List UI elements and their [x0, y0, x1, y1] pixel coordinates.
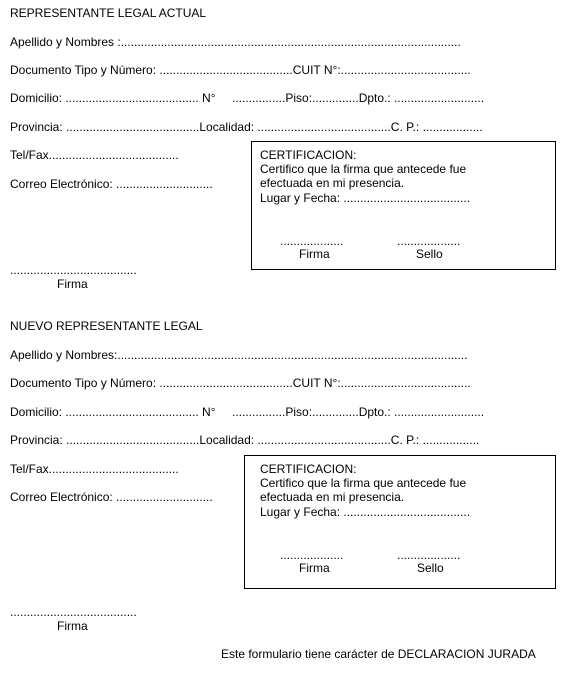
documento-cuit-field[interactable]: Documento Tipo y Número: ........................................CUIT N°:....................................... [10, 376, 471, 390]
declaracion-jurada-note: Este formulario tiene carácter de DECLARACION JURADA [221, 647, 536, 661]
certificacion-text-line2: efectuada en mi presencia. [260, 490, 405, 504]
signature-label: Firma [57, 619, 88, 633]
certificacion-text-line1: Certifico que la firma que antecede fue [260, 476, 467, 490]
certificacion-box [251, 141, 556, 270]
piso-dpto-field[interactable]: ................Piso:..............Dpto.: ........................... [232, 91, 485, 105]
lugar-fecha-field[interactable]: Lugar y Fecha: ...................................... [260, 505, 471, 519]
cert-sello-line: ................... [397, 548, 461, 562]
domicilio-field[interactable]: Domicilio: ........................................ N° [10, 91, 216, 105]
apellido-nombres-field[interactable]: Apellido y Nombres:......................................................................................................... [10, 348, 468, 362]
provincia-localidad-cp-field[interactable]: Provincia: ........................................Localidad: ........................................C. P.: ................. [10, 433, 480, 447]
signature-line: ...................................... [10, 605, 137, 619]
cert-sello-label: Sello [417, 561, 444, 575]
lugar-fecha-field[interactable]: Lugar y Fecha: ...................................... [260, 191, 471, 205]
cert-firma-label: Firma [299, 561, 330, 575]
cert-sello-label: Sello [416, 247, 443, 261]
certificacion-text-line1: Certifico que la firma que antecede fue [260, 162, 467, 176]
section-heading-nuevo: NUEVO REPRESENTANTE LEGAL [10, 319, 203, 333]
provincia-localidad-cp-field[interactable]: Provincia: ........................................Localidad: ........................................C. P.: .................. [10, 120, 483, 134]
domicilio-field[interactable]: Domicilio: ........................................ N° [10, 405, 216, 419]
correo-electronico-field[interactable]: Correo Electrónico: ............................. [10, 177, 213, 191]
section-heading-actual: REPRESENTANTE LEGAL ACTUAL [10, 6, 207, 20]
documento-cuit-field[interactable]: Documento Tipo y Número: ........................................CUIT N°:....................................... [10, 63, 471, 77]
piso-dpto-field[interactable]: ................Piso:..............Dpto.: ........................... [232, 405, 485, 419]
signature-label: Firma [57, 277, 88, 291]
tel-fax-field[interactable]: Tel/Fax....................................... [10, 462, 179, 476]
tel-fax-field[interactable]: Tel/Fax....................................... [10, 148, 179, 162]
certificacion-box [244, 455, 556, 589]
cert-firma-label: Firma [299, 247, 330, 261]
cert-firma-line: ................... [280, 548, 344, 562]
apellido-nombres-field[interactable]: Apellido y Nombres :...................................................................................................... [10, 35, 461, 49]
certificacion-text-line2: efectuada en mi presencia. [260, 176, 405, 190]
signature-line: ...................................... [10, 263, 137, 277]
cert-sello-line: ................... [397, 234, 461, 248]
correo-electronico-field[interactable]: Correo Electrónico: ............................. [10, 490, 213, 504]
certificacion-title: CERTIFICACION: [260, 148, 357, 162]
certificacion-title: CERTIFICACION: [260, 462, 357, 476]
cert-firma-line: ................... [280, 234, 344, 248]
